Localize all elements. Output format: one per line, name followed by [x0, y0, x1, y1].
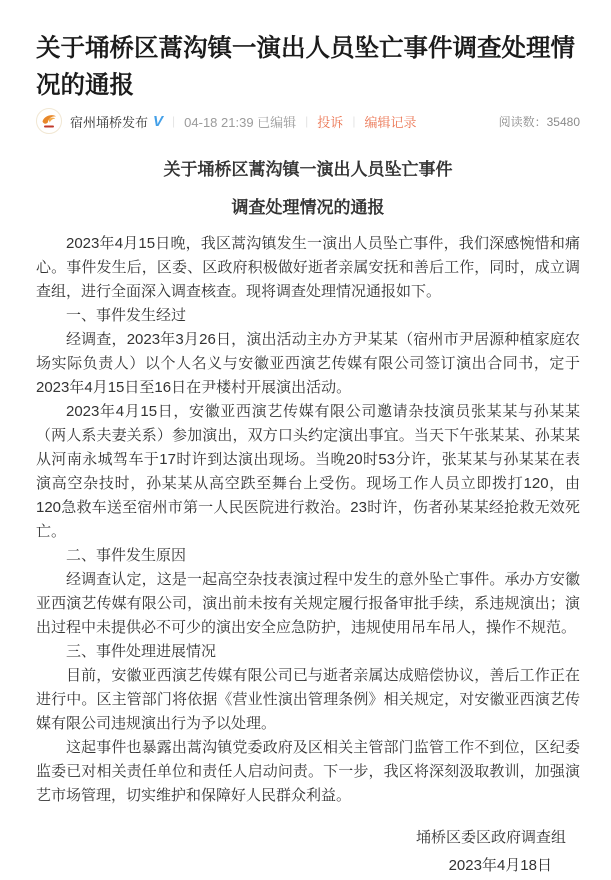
separator: |	[172, 114, 176, 128]
paragraph-incident: 2023年4月15日，安徽亚西演艺传媒有限公司邀请杂技演员张某某与孙某某（两人系夫妻关系）参加演出，双方口头约定演出事宜。当天下午张某某、孙某某从河南永城驾车于17时许到达演出现场。当晚20时53分许，张某某与孙某某在表演高空杂技时，孙某某从高空跌至舞台上受伤。现场工作人员立即拨打120，由120急救车送至宿州市第一人民医院进行救治。23时许，伤者孙某某经抢救无效死亡。	[36, 403, 580, 540]
section-heading-1: 一、事件发生经过	[66, 307, 187, 324]
edit-timestamp: 04-18 21:39 已编辑	[184, 114, 297, 130]
separator: |	[352, 114, 356, 128]
article-title	[36, 151, 580, 227]
paragraph-intro: 2023年4月15日晚，我区蒿沟镇发生一演出人员坠亡事件，我们深感惋惜和痛心。事件发生后，区委、区政府积极做好逝者亲属安抚和善后工作，同时，成立调查组，进行全面深入调查核查。现将调查处理情况通报如下。	[36, 235, 580, 300]
article-title-line1: 关于埇桥区蒿沟镇一演出人员坠亡事件	[163, 160, 453, 179]
page-title: 关于埇桥区蒿沟镇一演出人员坠亡事件调查处理情况的通报	[36, 35, 575, 99]
article-title-line2: 调查处理情况的通报	[231, 198, 385, 217]
separator: |	[305, 114, 309, 128]
paragraph-cause: 经调查认定，这是一起高空杂技表演过程中发生的意外坠亡事件。承办方安徽亚西演艺传媒有限公司，演出前未按有关规定履行报备审批手续，系违规演出；演出过程中未提供必不可少的演出安全应急防护，违规使用吊车吊人，操作不规范。	[36, 571, 580, 636]
complaint-link[interactable]: 投诉	[317, 114, 344, 130]
section-heading-3: 三、事件处理进展情况	[66, 643, 217, 660]
paragraph-progress: 目前，安徽亚西演艺传媒有限公司已与逝者亲属达成赔偿协议，善后工作正在进行中。区主管部门将依据《营业性演出管理条例》相关规定，对安徽亚西演艺传媒有限公司违规演出行为予以处理。	[36, 667, 580, 732]
article-body	[36, 151, 580, 880]
edit-history-link[interactable]: 编辑记录	[364, 114, 417, 130]
author-name[interactable]: 宿州埇桥发布	[70, 114, 149, 130]
paragraph-accountability: 这起事件也暴露出蒿沟镇党委政府及区相关主管部门监管工作不到位，区纪委监委已对相关责任单位和责任人启动问责。下一步，我区将深刻汲取教训，加强演艺市场管理，切实维护和保障好人民群众利益。	[36, 739, 580, 804]
phoenix-logo-icon	[37, 109, 61, 133]
author-avatar[interactable]	[36, 108, 62, 134]
signature-date: 2023年4月18日	[448, 857, 552, 874]
section-heading-2: 二、事件发生原因	[66, 547, 187, 564]
author-bar	[36, 107, 580, 135]
signature-org: 埇桥区委区政府调查组	[415, 829, 566, 846]
signature-block	[36, 824, 580, 880]
read-count: 阅读数：35480	[498, 114, 580, 129]
paragraph-contract: 经调查，2023年3月26日，演出活动主办方尹某某（宿州市尹居源种植家庭农场实际负责人）以个人名义与安徽亚西演艺传媒有限公司签订演出合同书，定于2023年4月15日至16日在尹楼村开展演出活动。	[36, 331, 580, 396]
verified-badge-icon: V	[153, 112, 164, 130]
